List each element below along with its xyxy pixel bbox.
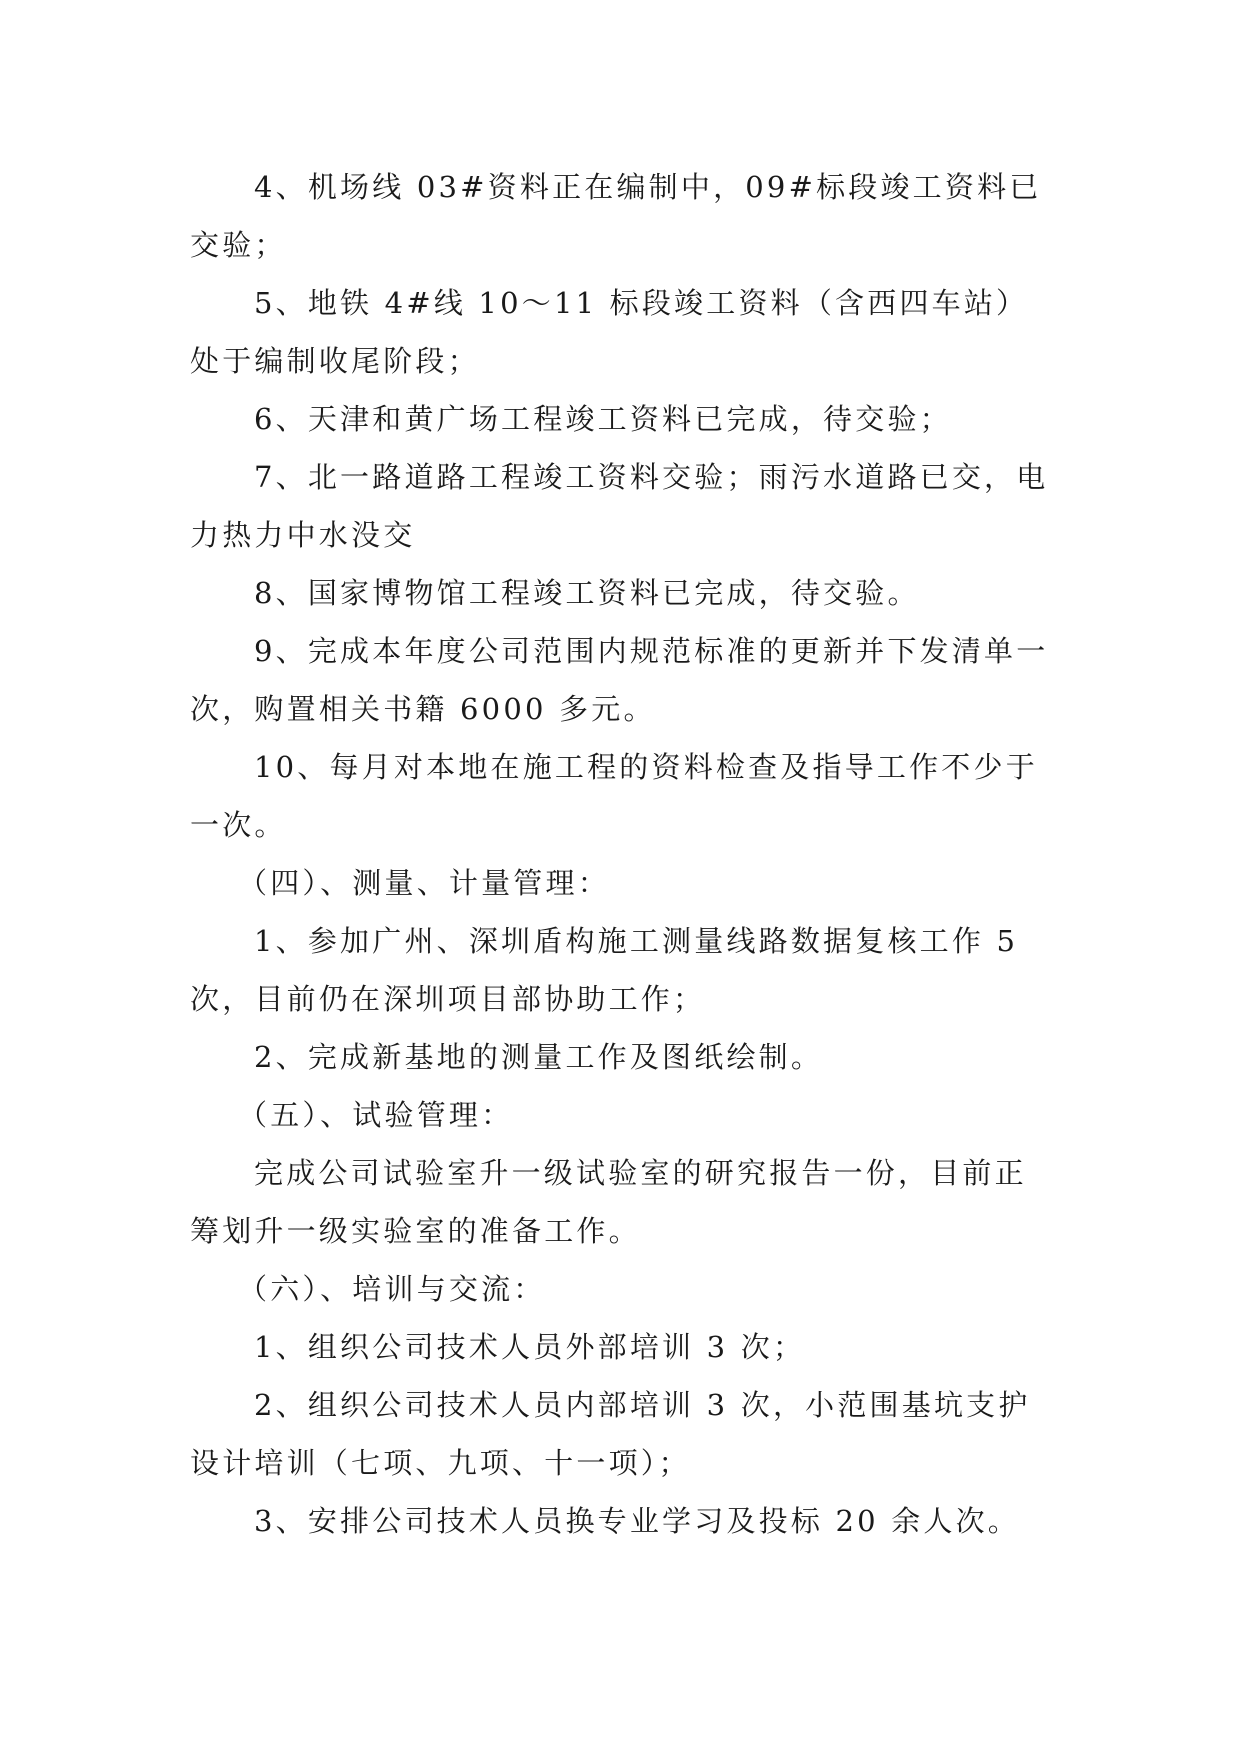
paragraph-training-1: 1、组织公司技术人员外部培训 3 次； — [254, 1330, 806, 1364]
paragraph-item-6: 6、天津和黄广场工程竣工资料已完成，待交验； — [254, 402, 952, 436]
paragraph-training-3: 3、安排公司技术人员换专业学习及投标 20 余人次。 — [254, 1504, 1020, 1538]
paragraph-item-9: 9、完成本年度公司范围内规范标准的更新并下发清单一次，购置相关书籍 6000 多元。 — [190, 634, 1049, 726]
paragraph-item-8: 8、国家博物馆工程竣工资料已完成，待交验。 — [254, 576, 920, 610]
section-heading-training: （六）、培训与交流： — [238, 1272, 546, 1306]
document-body — [190, 158, 1050, 1550]
paragraph-training-2: 2、组织公司技术人员内部培训 3 次，小范围基坑支护设计培训（七项、九项、十一项）； — [190, 1388, 1031, 1480]
section-heading-measurement: （四）、测量、计量管理： — [238, 866, 610, 900]
section-heading-testing: （五）、试验管理： — [238, 1098, 514, 1132]
paragraph-item-7: 7、北一路道路工程竣工资料交验；雨污水道路已交，电力热力中水没交 — [190, 460, 1049, 552]
paragraph-item-5: 5、地铁 4#线 10～11 标段竣工资料（含西四车站）处于编制收尾阶段； — [190, 286, 1029, 378]
paragraph-measurement-1: 1、参加广州、深圳盾构施工测量线路数据复核工作 5 次，目前仍在深圳项目部协助工作； — [190, 924, 1019, 1016]
paragraph-measurement-2: 2、完成新基地的测量工作及图纸绘制。 — [254, 1040, 824, 1074]
paragraph-item-10: 10、每月对本地在施工程的资料检查及指导工作不少于一次。 — [190, 750, 1038, 842]
paragraph-item-4: 4、机场线 03#资料正在编制中，09#标段竣工资料已交验； — [190, 170, 1042, 262]
paragraph-testing: 完成公司试验室升一级试验室的研究报告一份，目前正筹划升一级实验室的准备工作。 — [190, 1156, 1027, 1248]
